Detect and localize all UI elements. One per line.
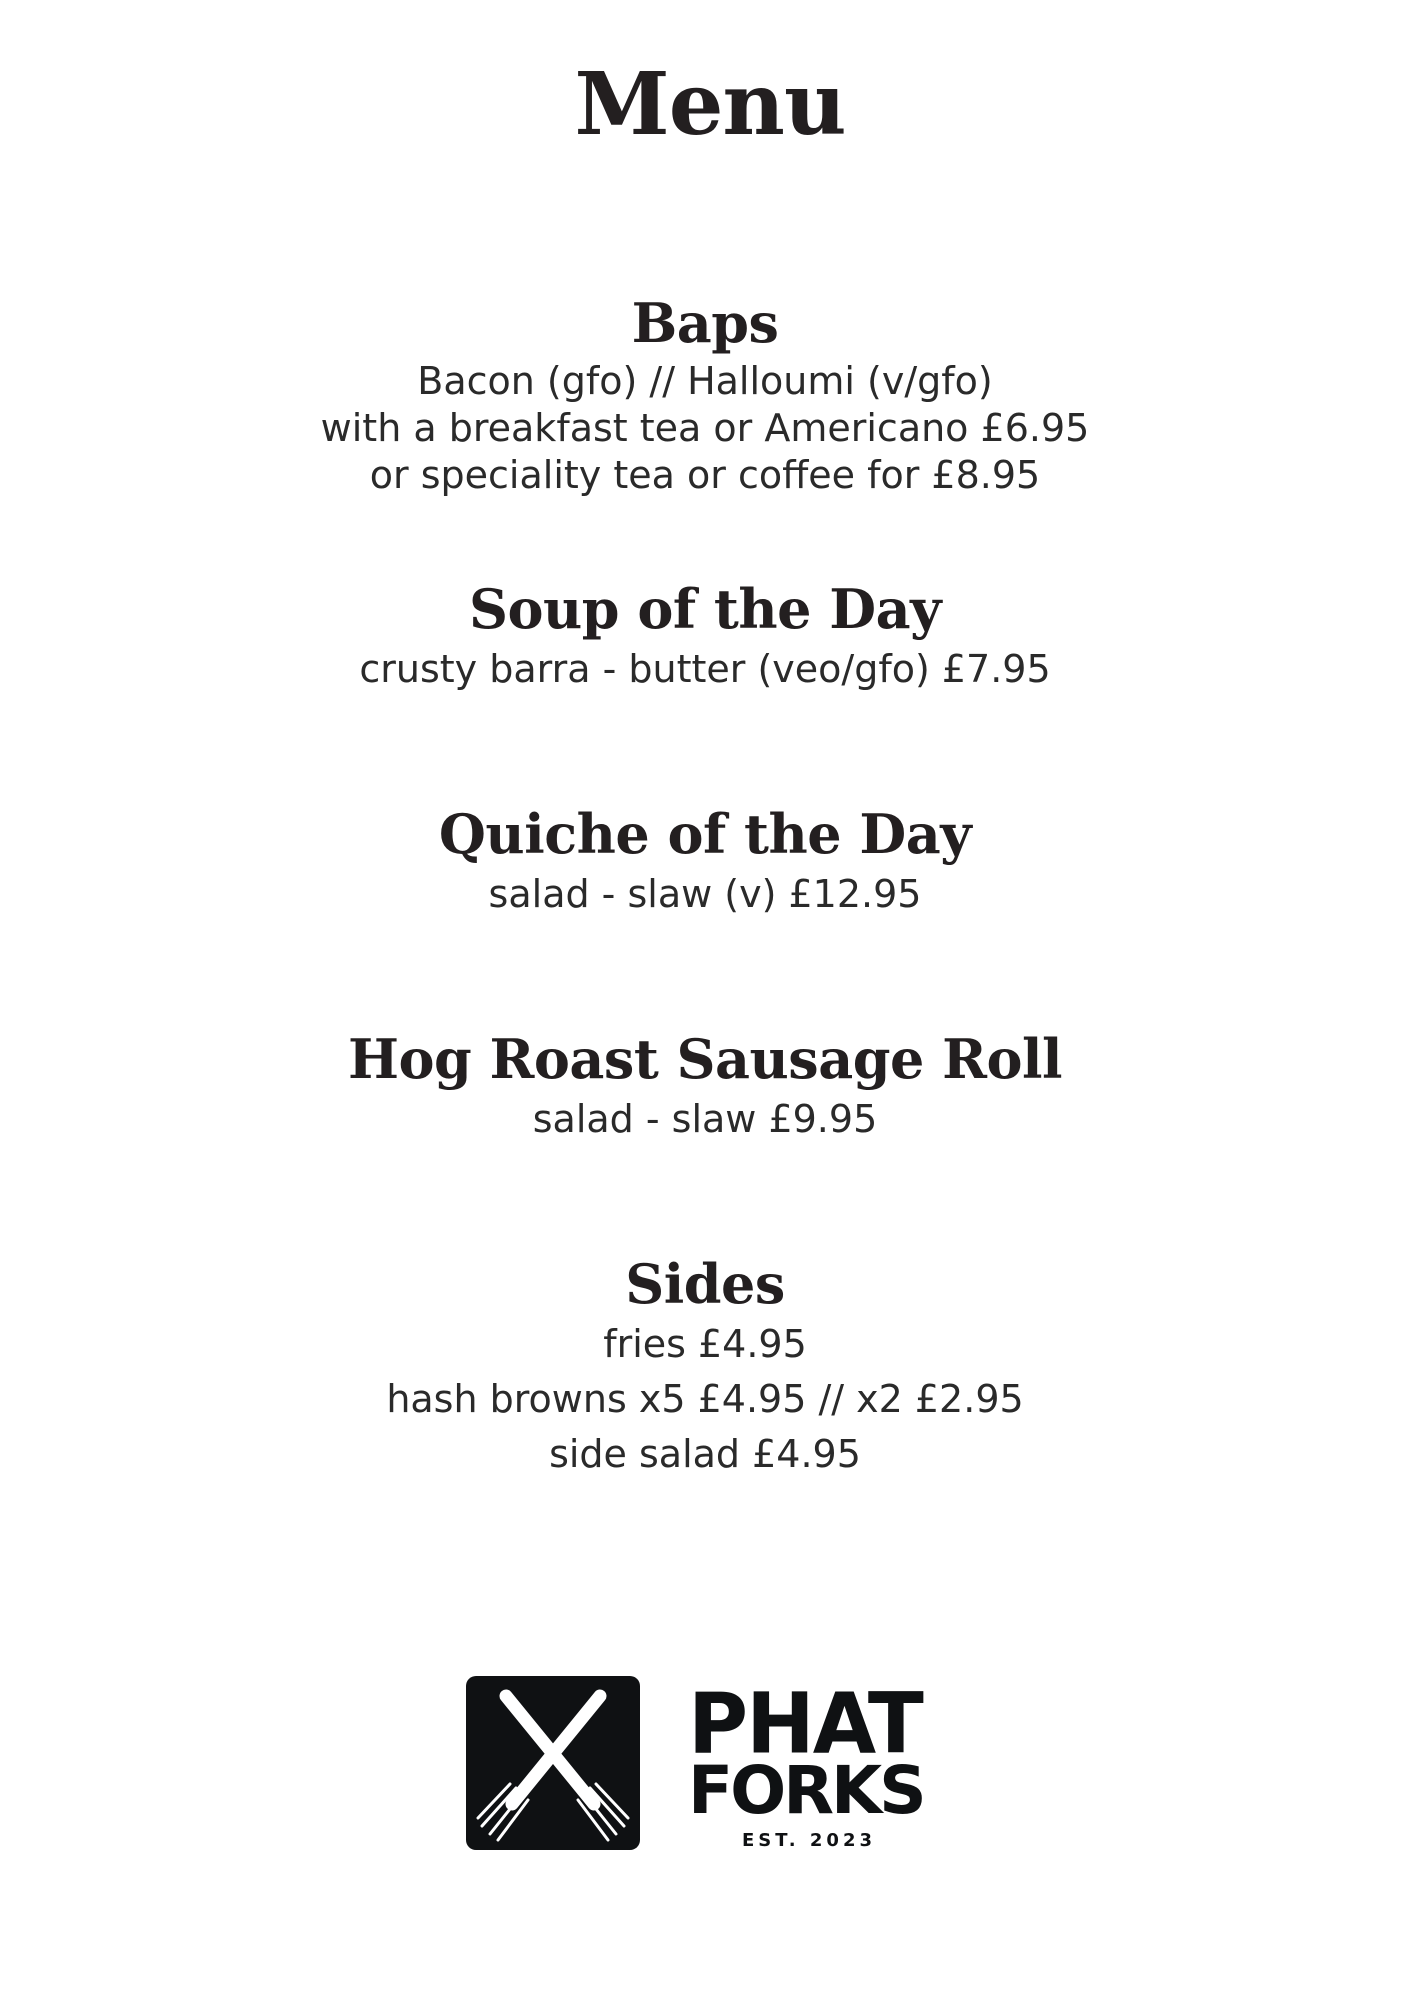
logo-badge (466, 1676, 640, 1850)
section-quiche (0, 802, 1410, 918)
menu-line: with a breakfast tea or Americano £6.95 (320, 406, 1090, 450)
menu-line: crusty barra - butter (veo/gfo) £7.95 (359, 647, 1051, 691)
section-heading: Quiche of the Day (438, 802, 972, 866)
section-sides (0, 1252, 1410, 1482)
section-description (0, 358, 1410, 499)
section-soup (0, 577, 1410, 693)
crossed-knife-fork-icon (466, 1676, 640, 1850)
page-title-text: Menu (574, 54, 846, 155)
logo-wordmark-line1: PHAT (688, 1676, 922, 1773)
section-heading: Baps (631, 291, 779, 355)
menu-line: or speciality tea or coffee for £8.95 (369, 453, 1041, 497)
page-title (0, 54, 1410, 155)
section-heading: Sides (625, 1252, 785, 1316)
section-heading: Soup of the Day (469, 577, 941, 641)
phat-forks-logo (466, 1676, 946, 1856)
section-description (0, 1096, 1410, 1143)
section-description (0, 646, 1410, 693)
section-baps (0, 291, 1410, 499)
logo-wordmark-line2: FORKS (688, 1752, 924, 1829)
section-sausage-roll (0, 1027, 1410, 1143)
section-description (0, 1317, 1410, 1482)
logo-established: EST. 2023 (742, 1830, 877, 1851)
menu-line: salad - slaw £9.95 (532, 1097, 878, 1141)
menu-line: Bacon (gfo) // Halloumi (v/gfo) (417, 359, 993, 403)
menu-line: hash browns x5 £4.95 // x2 £2.95 (386, 1377, 1024, 1421)
section-description (0, 871, 1410, 918)
menu-line: side salad £4.95 (549, 1432, 861, 1476)
menu-line: salad - slaw (v) £12.95 (488, 872, 922, 916)
section-heading: Hog Roast Sausage Roll (347, 1027, 1063, 1091)
menu-line: fries £4.95 (603, 1322, 807, 1366)
